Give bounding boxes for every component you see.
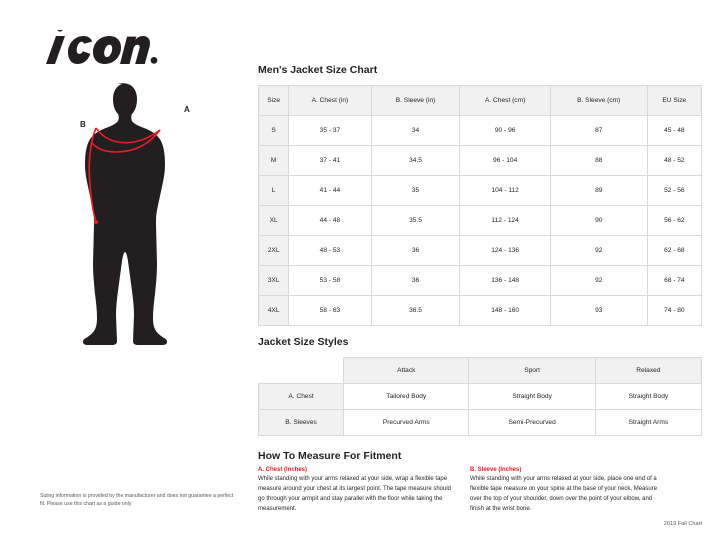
cell-chest-in: 48 - 53 xyxy=(289,236,371,266)
column-header-eu-size: EU Size xyxy=(647,86,701,116)
cell-eu-size: 62 - 68 xyxy=(647,236,701,266)
table-row xyxy=(259,236,702,266)
column-header-attack: Attack xyxy=(344,358,469,384)
table-row xyxy=(259,146,702,176)
column-header-relaxed: Relaxed xyxy=(595,358,701,384)
cell-sleeve-cm: 87 xyxy=(550,116,647,146)
table-row xyxy=(259,206,702,236)
cell-size: XL xyxy=(259,206,289,236)
cell-chest-cm: 96 - 104 xyxy=(460,146,550,176)
measure-column-chest xyxy=(258,467,454,515)
cell-sleeve-in: 36 xyxy=(371,266,460,296)
measure-text-sleeve: While standing with your arms relaxed at your side, place one end of a flexible tape measure on your spine at the base of your neck, Measure over the top of your shoulder, down over the point of your elbow, and finish at the wrist bone. xyxy=(470,476,658,512)
column-header-chest-in: A. Chest (in) xyxy=(289,86,371,116)
cell-sleeve-cm: 92 xyxy=(550,266,647,296)
cell-eu-size: 74 - 80 xyxy=(647,296,701,326)
measure-heading-sleeve: B. Sleeve (Inches) xyxy=(470,467,522,473)
cell-chest-cm: 124 - 136 xyxy=(460,236,550,266)
cell-size: 4XL xyxy=(259,296,289,326)
cell-eu-size: 45 - 48 xyxy=(647,116,701,146)
cell-sleeve-cm: 92 xyxy=(550,236,647,266)
cell-eu-size: 56 - 62 xyxy=(647,206,701,236)
cell-sleeve-cm: 88 xyxy=(550,146,647,176)
column-header-size: Size xyxy=(259,86,289,116)
cell-size: L xyxy=(259,176,289,206)
how-to-measure-columns xyxy=(258,467,702,515)
cell-size: 2XL xyxy=(259,236,289,266)
cell-relaxed: Straight Arms xyxy=(595,410,701,436)
callout-label-a: A xyxy=(184,105,190,114)
cell-relaxed: Straight Body xyxy=(595,384,701,410)
cell-eu-size: 48 - 52 xyxy=(647,146,701,176)
mens-jacket-size-table xyxy=(258,85,702,326)
cell-sleeve-in: 36 xyxy=(371,236,460,266)
cell-sleeve-in: 36.5 xyxy=(371,296,460,326)
cell-sleeve-cm: 90 xyxy=(550,206,647,236)
cell-chest-in: 53 - 58 xyxy=(289,266,371,296)
styles-corner-cell xyxy=(259,358,344,384)
cell-sport: Semi-Precurved xyxy=(469,410,595,436)
table-header-row xyxy=(259,86,702,116)
cell-sleeve-in: 35 xyxy=(371,176,460,206)
cell-chest-cm: 90 - 96 xyxy=(460,116,550,146)
measure-heading-chest: A. Chest (Inches) xyxy=(258,467,308,473)
styles-title: Jacket Size Styles xyxy=(258,336,349,348)
column-header-sleeve-in: B. Sleeve (in) xyxy=(371,86,460,116)
jacket-size-styles-table xyxy=(258,357,702,436)
cell-chest-cm: 104 - 112 xyxy=(460,176,550,206)
cell-eu-size: 52 - 56 xyxy=(647,176,701,206)
column-header-chest-cm: A. Chest (cm) xyxy=(460,86,550,116)
cell-sleeve-in: 34.5 xyxy=(371,146,460,176)
size-chart-figure xyxy=(60,80,210,430)
cell-sleeve-in: 35.5 xyxy=(371,206,460,236)
how-to-measure-title: How To Measure For Fitment xyxy=(258,450,402,462)
cell-size: S xyxy=(259,116,289,146)
cell-size: M xyxy=(259,146,289,176)
cell-attack: Tailored Body xyxy=(344,384,469,410)
cell-chest-in: 41 - 44 xyxy=(289,176,371,206)
column-header-sleeve-cm: B. Sleeve (cm) xyxy=(550,86,647,116)
callout-label-b: B xyxy=(80,120,86,129)
size-chart-title: Men's Jacket Size Chart xyxy=(258,64,378,76)
cell-chest-cm: 112 - 124 xyxy=(460,206,550,236)
column-header-sport: Sport xyxy=(469,358,595,384)
left-panel xyxy=(0,0,250,540)
table-row xyxy=(259,296,702,326)
cell-chest-cm: 148 - 160 xyxy=(460,296,550,326)
cell-chest-in: 58 - 63 xyxy=(289,296,371,326)
cell-sport: Straight Body xyxy=(469,384,595,410)
cell-size: 3XL xyxy=(259,266,289,296)
table-row xyxy=(259,410,702,436)
cell-sleeve-cm: 89 xyxy=(550,176,647,206)
row-header-chest: A. Chest xyxy=(259,384,344,410)
table-row xyxy=(259,384,702,410)
cell-sleeve-cm: 93 xyxy=(550,296,647,326)
measure-text-chest: While standing with your arms relaxed at your side, wrap a flexible tape measure around your chest at its largest point. The tape measure should go through your armpit and stay parallel with the floor while taking the measurement. xyxy=(258,476,451,512)
icon-wordmark-logo xyxy=(38,30,158,70)
cell-attack: Precurved Arms xyxy=(344,410,469,436)
sizing-disclaimer: Sizing information is provided by the manufacturer and does not guarantee a perfect fit. Please use this chart as a guide only xyxy=(40,493,234,508)
cell-chest-cm: 136 - 148 xyxy=(460,266,550,296)
cell-chest-in: 44 - 48 xyxy=(289,206,371,236)
right-panel xyxy=(258,0,702,540)
table-row xyxy=(259,266,702,296)
table-row xyxy=(259,176,702,206)
row-header-sleeves: B. Sleeves xyxy=(259,410,344,436)
chart-edition-footer: 2019 Fall Chart xyxy=(663,521,702,527)
table-row xyxy=(259,116,702,146)
cell-chest-in: 37 - 41 xyxy=(289,146,371,176)
styles-header-row xyxy=(259,358,702,384)
measure-column-sleeve xyxy=(470,467,666,515)
cell-sleeve-in: 34 xyxy=(371,116,460,146)
cell-chest-in: 35 - 37 xyxy=(289,116,371,146)
cell-eu-size: 68 - 74 xyxy=(647,266,701,296)
